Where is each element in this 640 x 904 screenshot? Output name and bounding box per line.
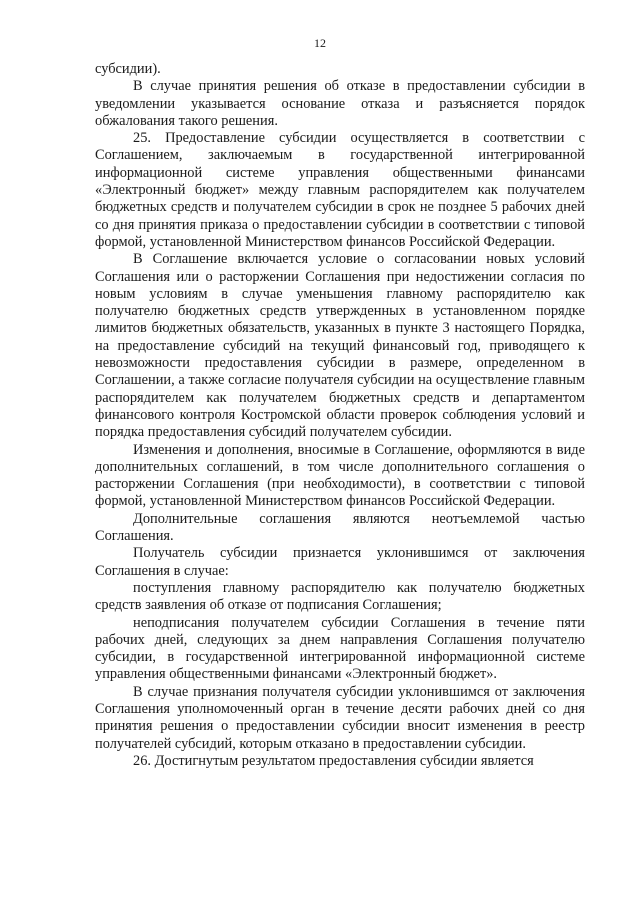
paragraph-additional-agreements: Дополнительные соглашения являются неотъемлемой частью Соглашения.: [95, 510, 585, 545]
paragraph-evasion-consequence: В случае признания получателя субсидии уклонившимся от заключения Соглашения уполномоченный орган в течение десяти рабочих дней со дня принятия решения о предоставлении субсидии вносит изменения в реестр получателей субсидий, которым отказано в предоставлении субсидии.: [95, 683, 585, 752]
page-number: 12: [314, 36, 326, 50]
paragraph-refusal-notice: В случае принятия решения об отказе в предоставлении субсидии в уведомлении указывается основание отказа и разъясняется порядок обжалования такого решения.: [95, 78, 585, 129]
paragraph-evasion-case-1: поступления главному распорядителю как получателю бюджетных средств заявления об отказе от подписания Соглашения;: [95, 579, 585, 614]
document-body: [95, 61, 585, 770]
paragraph-amendments: Изменения и дополнения, вносимые в Соглашение, оформляются в виде дополнительных соглашений, в том числе дополнительного соглашения о расторжении Соглашения (при необходимости), в соответствии с типовой формой, установленной Министерством финансов Российской Федерации.: [95, 441, 585, 510]
paragraph-continuation: субсидии).: [95, 61, 161, 77]
paragraph-evasion-intro: Получатель субсидии признается уклонившимся от заключения Соглашения в случае:: [95, 545, 585, 579]
paragraph-agreement-conditions: В Соглашение включается условие о согласовании новых условий Соглашения или о расторжении Соглашения при недостижении согласия по новым условиям в случае уменьшения главному распорядителю как получателю бюджетных средств утвержденных в установленном порядке лимитов бюджетных обязательств, указанных в пункте 3 настоящего Порядка, на предоставление субсидий на текущий финансовый год, приводящего к невозможности предоставления субсидии в размере, определенном в Соглашении, а также согласие получателя субсидии на осуществление главным распорядителем как получателем бюджетных средств и департаментом финансового контроля Костромской области проверок соблюдения условий и порядка предоставления субсидий получателем субсидии.: [95, 251, 585, 441]
paragraph-clause-26: 26. Достигнутым результатом предоставления субсидии является: [133, 752, 534, 769]
paragraph-clause-25: 25. Предоставление субсидии осуществляется в соответствии с Соглашением, заключаемым в государственной интегрированной информационной системе управления общественными финансами «Электронный бюджет» между главным распорядителем как получателем бюджетных средств и получателем субсидии в срок не позднее 5 рабочих дней со дня принятия приказа о предоставлении субсидии в соответствии с типовой формой, установленной Министерством финансов Российской Федерации.: [95, 130, 585, 250]
paragraph-evasion-case-2: неподписания получателем субсидии Соглашения в течение пяти рабочих дней, следующих за днем направления Соглашения получателю субсидии, в государственной интегрированной информационной системе управления общественными финансами «Электронный бюджет».: [95, 614, 585, 683]
